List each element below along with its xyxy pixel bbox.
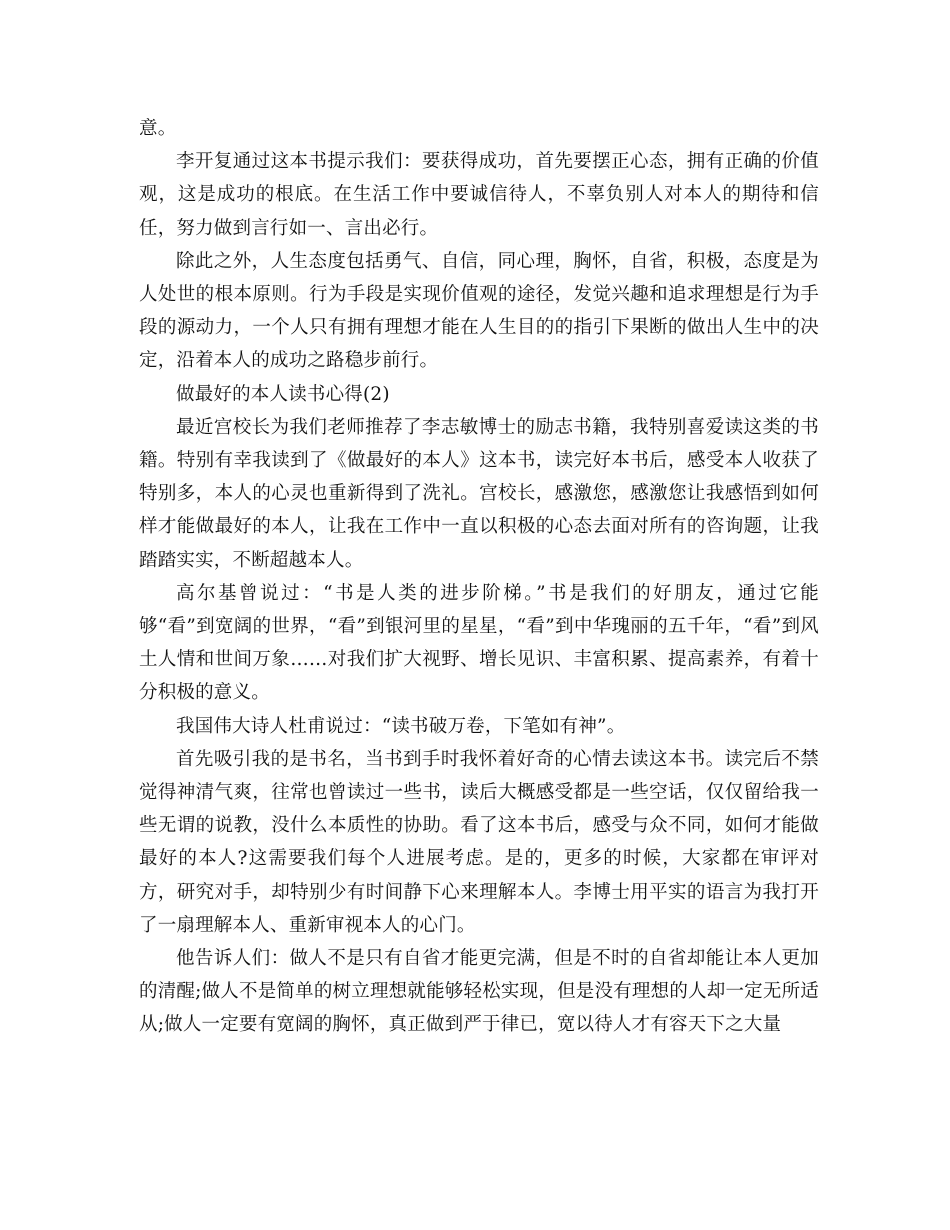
paragraph: 首先吸引我的是书名，当书到手时我怀着好奇的心情去读这本书。读完后不禁觉得神清气爽，往常也曾读过一些书，读后大概感受都是一些空话，仅仅留给我一些无谓的说教，没什么本质性的协助。看了这本书后，感受与众不同，如何才能做最好的本人?这需要我们每个人进展考虑。是的，更多的时候，大家都在审评对方，研究对手，却特别少有时间静下心来理解本人。李博士用平实的语言为我打开了一扇理解本人、重新审视本人的心门。 — [139, 748, 819, 936]
paragraph: 除此之外，人生态度包括勇气、自信，同心理，胸怀，自省，积极，态度是为人处世的根本原则。行为手段是实现价值观的途径，发觉兴趣和追求理想是行为手段的源动力，一个人只有拥有理想才能在人生目的的指引下果断的做出人生中的决定，沿着本人的成功之路稳步前行。 — [139, 250, 819, 372]
paragraph: 他告诉人们：做人不是只有自省才能更完满，但是不时的自省却能让本人更加的清醒;做人不是简单的树立理想就能够轻松实现，但是没有理想的人却一定无所适从;做人一定要有宽阔的胸怀，真正做到严于律已，宽以待人才有容天下之大量 — [139, 948, 819, 1036]
section-heading: 做最好的本人读书心得(2) — [176, 383, 390, 405]
document-body — [139, 112, 819, 1042]
paragraph: 李开复通过这本书提示我们：要获得成功，首先要摆正心态，拥有正确的价值观，这是成功的根底。在生活工作中要诚信待人，不辜负别人对本人的期待和信任，努力做到言行如一、言出必行。 — [139, 151, 819, 239]
paragraph: 我国伟大诗人杜甫说过：“读书破万卷，下笔如有神”。 — [176, 715, 626, 737]
paragraph: 最近宫校长为我们老师推荐了李志敏博士的励志书籍，我特别喜爱读这类的书籍。特别有幸我读到了《做最好的本人》这本书，读完好本书后，感受本人收获了特别多，本人的心灵也重新得到了洗礼。宫校长，感激您，感激您让我感悟到如何样才能做最好的本人，让我在工作中一直以积极的心态去面对所有的咨询题，让我踏踏实实，不断超越本人。 — [139, 416, 819, 571]
paragraph: 意。 — [139, 118, 177, 139]
paragraph: 高尔基曾说过：“书是人类的进步阶梯。”书是我们的好朋友，通过它能够“看”到宽阔的世界，“看”到银河里的星星，“看”到中华瑰丽的五千年，“看”到风土人情和世间万象……对我们扩大视野、增长见识、丰富积累、提高素养，有着十分积极的意义。 — [139, 582, 819, 704]
